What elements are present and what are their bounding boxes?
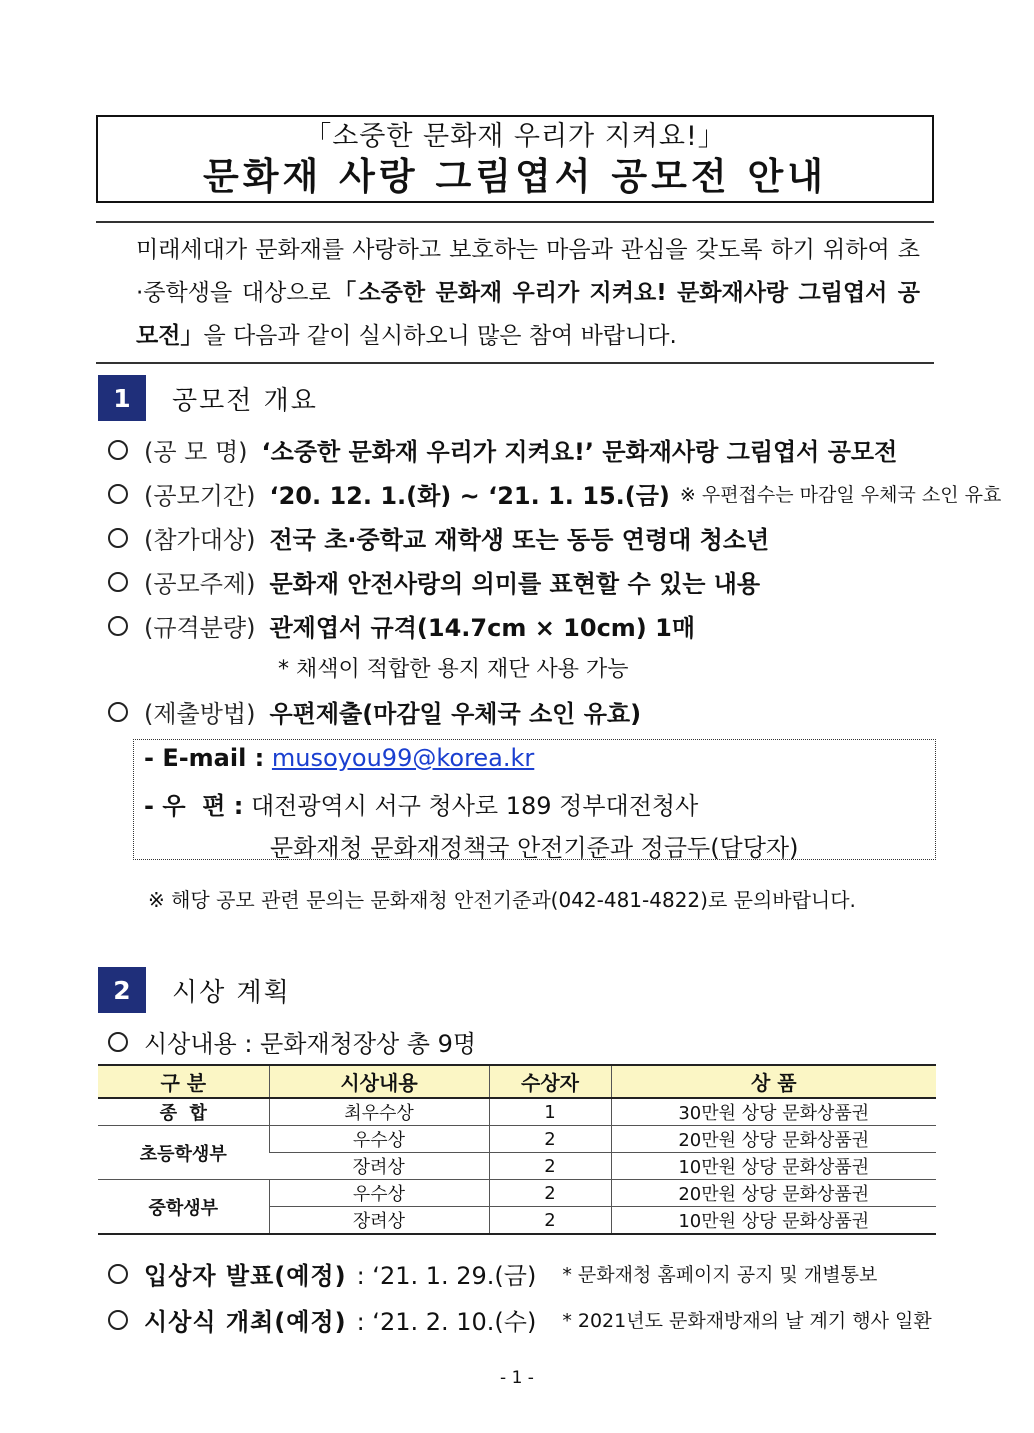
item-value: ‘20. 12. 1.(화) ~ ‘21. 1. 15.(금) xyxy=(269,482,670,510)
intro-paragraph xyxy=(96,221,934,364)
ceremony-note: * 2021년도 문화재방재의 날 계기 행사 일환 xyxy=(562,1310,932,1332)
announce-label: 입상자 발표(예정) xyxy=(144,1262,347,1290)
award-summary xyxy=(108,1024,476,1059)
column-header: 구 분 xyxy=(98,1065,269,1098)
prize-cell: 20만원 상당 문화상품권 xyxy=(611,1126,936,1153)
count-cell: 1 xyxy=(489,1098,611,1126)
section-1-number: 1 xyxy=(98,375,146,421)
item-label: (공 모 명) xyxy=(144,438,248,466)
award-cell: 우수상 xyxy=(269,1180,489,1207)
email-link[interactable]: musoyou99@korea.kr xyxy=(271,744,535,772)
award-ceremony xyxy=(108,1302,932,1337)
section-1-title: 공모전 개요 xyxy=(172,385,318,416)
award-summary-text: 시상내용 : 문화재청장상 총 9명 xyxy=(144,1030,477,1058)
document-title: 문화재 사랑 그림엽서 공모전 안내 xyxy=(203,155,827,198)
item-label: (공모기간) xyxy=(144,482,256,510)
award-cell: 우수상 xyxy=(269,1126,489,1153)
overview-item-target xyxy=(108,520,769,555)
overview-item-submit xyxy=(108,694,641,729)
prize-cell: 10만원 상당 문화상품권 xyxy=(611,1153,936,1180)
spec-note: * 채색이 적합한 용지 재단 사용 가능 xyxy=(278,657,629,682)
overview-item-period xyxy=(108,476,1001,511)
section-1-header xyxy=(98,375,318,421)
item-value: ‘소중한 문화재 우리가 지켜요!’ 문화재사랑 그림엽서 공모전 xyxy=(261,438,898,466)
ceremony-date: : ‘21. 2. 10.(수) xyxy=(356,1308,537,1336)
item-label: (제출방법) xyxy=(144,700,256,728)
item-value: 우편제출(마감일 우체국 소인 유효) xyxy=(269,700,642,728)
post-address: 대전광역시 서구 청사로 189 정부대전청사 xyxy=(251,792,699,820)
section-2-header xyxy=(98,967,291,1013)
count-cell: 2 xyxy=(489,1207,611,1235)
post-address-2: 문화재청 문화재정책국 안전기준과 정금두(담당자) xyxy=(270,834,799,862)
table-header-row xyxy=(98,1065,936,1098)
count-cell: 2 xyxy=(489,1180,611,1207)
intro-text-1: 미래세대가 문화재를 사랑하고 보호하는 마음과 관심을 갖도록 하기 위하여 초·중학생을 대상으로 xyxy=(136,237,920,306)
announce-date: : ‘21. 1. 29.(금) xyxy=(356,1262,537,1290)
title-box xyxy=(96,115,934,203)
prize-cell: 20만원 상당 문화상품권 xyxy=(611,1180,936,1207)
winner-announcement xyxy=(108,1256,877,1291)
overview-item-theme xyxy=(108,564,760,599)
table-row xyxy=(98,1180,936,1207)
submission-info-box xyxy=(133,739,936,860)
email-line xyxy=(144,744,534,772)
prize-cell: 10만원 상당 문화상품권 xyxy=(611,1207,936,1235)
circle-bullet-icon xyxy=(108,528,128,548)
item-value: 전국 초·중학교 재학생 또는 동등 연령대 청소년 xyxy=(269,526,770,554)
page-number: - 1 - xyxy=(500,1368,534,1388)
award-cell: 최우수상 xyxy=(269,1098,489,1126)
announce-note: * 문화재청 홈페이지 공지 및 개별통보 xyxy=(562,1264,878,1286)
table-row xyxy=(98,1126,936,1153)
circle-bullet-icon xyxy=(108,572,128,592)
email-label: - E-mail : xyxy=(144,744,265,772)
circle-bullet-icon xyxy=(108,440,128,460)
intro-contest-name: 「소중한 문화재 우리가 지켜요! 문화재사랑 그림엽서 공모전」 xyxy=(136,280,920,349)
circle-bullet-icon xyxy=(108,1310,128,1330)
item-label: (참가대상) xyxy=(144,526,256,554)
circle-bullet-icon xyxy=(108,1032,128,1052)
intro-text-2: 을 다음과 같이 실시하오니 많은 참여 바랍니다. xyxy=(203,323,677,349)
count-cell: 2 xyxy=(489,1153,611,1180)
section-2-title: 시상 계획 xyxy=(172,977,291,1008)
group-cell: 초등학생부 xyxy=(98,1126,269,1180)
table-row xyxy=(98,1098,936,1126)
circle-bullet-icon xyxy=(108,1264,128,1284)
column-header: 상 품 xyxy=(611,1065,936,1098)
item-label: (공모주제) xyxy=(144,570,256,598)
overview-item-name xyxy=(108,432,897,467)
group-cell: 종 합 xyxy=(98,1098,269,1126)
post-label: - 우 편 : xyxy=(144,792,244,820)
ceremony-label: 시상식 개최(예정) xyxy=(144,1308,347,1336)
group-cell: 중학생부 xyxy=(98,1180,269,1235)
awards-table xyxy=(98,1064,936,1235)
circle-bullet-icon xyxy=(108,702,128,722)
column-header: 수상자 xyxy=(489,1065,611,1098)
overview-item-spec xyxy=(108,608,695,643)
item-label: (규격분량) xyxy=(144,614,256,642)
section-2-number: 2 xyxy=(98,967,146,1013)
award-cell: 장려상 xyxy=(269,1153,489,1180)
item-value: 관제엽서 규격(14.7cm × 10cm) 1매 xyxy=(269,614,696,642)
post-line xyxy=(144,786,698,821)
circle-bullet-icon xyxy=(108,616,128,636)
document-subtitle: 「소중한 문화재 우리가 지켜요!」 xyxy=(304,121,726,152)
circle-bullet-icon xyxy=(108,484,128,504)
inquiry-note: ※ 해당 공모 관련 문의는 문화재청 안전기준과(042-481-4822)로 문의바랍니다. xyxy=(148,888,856,912)
award-cell: 장려상 xyxy=(269,1207,489,1235)
item-value: 문화재 안전사랑의 의미를 표현할 수 있는 내용 xyxy=(269,570,761,598)
column-header: 시상내용 xyxy=(269,1065,489,1098)
count-cell: 2 xyxy=(489,1126,611,1153)
prize-cell: 30만원 상당 문화상품권 xyxy=(611,1098,936,1126)
item-note: ※ 우편접수는 마감일 우체국 소인 유효 xyxy=(679,484,1002,506)
